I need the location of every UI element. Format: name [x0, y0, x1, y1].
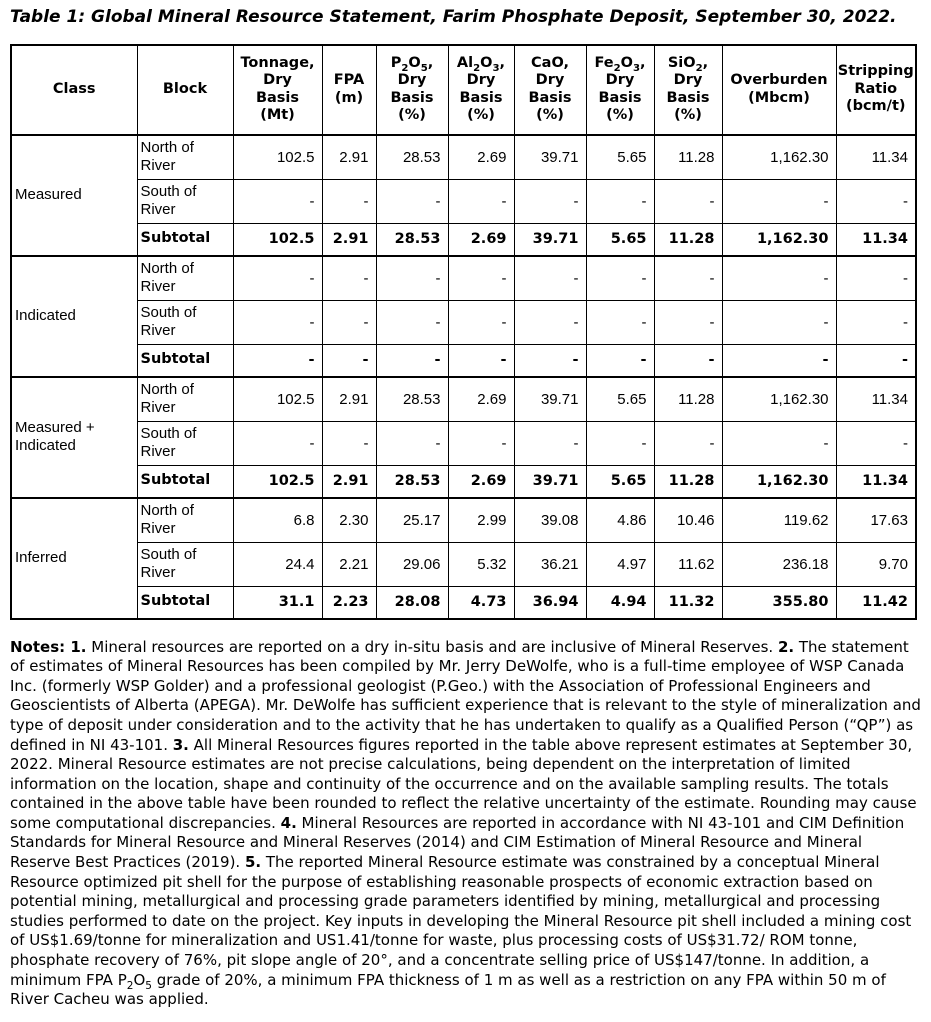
value-cell-overburden: 1,162.30: [722, 135, 836, 180]
value-cell-al2o3-dry-basis: -: [448, 256, 514, 301]
column-header-stripping-ratio: Stripping Ratio (bcm/t): [836, 45, 916, 135]
value-cell-stripping-ratio: -: [836, 300, 916, 344]
value-cell-cao-dry-basis: -: [514, 179, 586, 223]
value-cell-p2o5-dry-basis: 28.53: [376, 135, 448, 180]
subtotal-row: [11, 344, 916, 377]
value-cell-sio2-dry-basis: 11.28: [654, 135, 722, 180]
value-cell-p2o5-dry-basis: -: [376, 256, 448, 301]
block-cell: North of River: [137, 498, 233, 543]
value-cell-overburden: -: [722, 300, 836, 344]
value-cell-sio2-dry-basis: 11.28: [654, 377, 722, 422]
value-cell-al2o3-dry-basis: -: [448, 421, 514, 465]
value-cell-sio2-dry-basis: 11.28: [654, 465, 722, 498]
value-cell-overburden: 1,162.30: [722, 223, 836, 256]
value-cell-tonnage-dry-basis: 102.5: [233, 377, 322, 422]
value-cell-fe2o3-dry-basis: 5.65: [586, 377, 654, 422]
value-cell-fe2o3-dry-basis: -: [586, 344, 654, 377]
class-cell: Measured: [11, 135, 137, 256]
value-cell-fe2o3-dry-basis: 5.65: [586, 465, 654, 498]
value-cell-tonnage-dry-basis: 24.4: [233, 542, 322, 586]
value-cell-fpa-m: 2.91: [322, 377, 376, 422]
subtotal-row: [11, 465, 916, 498]
value-cell-al2o3-dry-basis: 2.69: [448, 223, 514, 256]
subtotal-label-cell: Subtotal: [137, 344, 233, 377]
value-cell-sio2-dry-basis: -: [654, 179, 722, 223]
value-cell-tonnage-dry-basis: -: [233, 300, 322, 344]
value-cell-cao-dry-basis: 39.71: [514, 223, 586, 256]
value-cell-fpa-m: -: [322, 344, 376, 377]
value-cell-cao-dry-basis: -: [514, 256, 586, 301]
value-cell-stripping-ratio: 11.42: [836, 586, 916, 619]
table-row: [11, 542, 916, 586]
value-cell-al2o3-dry-basis: 2.69: [448, 377, 514, 422]
value-cell-p2o5-dry-basis: -: [376, 179, 448, 223]
value-cell-stripping-ratio: -: [836, 179, 916, 223]
value-cell-cao-dry-basis: 36.21: [514, 542, 586, 586]
value-cell-p2o5-dry-basis: -: [376, 421, 448, 465]
value-cell-overburden: 355.80: [722, 586, 836, 619]
value-cell-sio2-dry-basis: 11.62: [654, 542, 722, 586]
value-cell-tonnage-dry-basis: 102.5: [233, 135, 322, 180]
value-cell-fpa-m: 2.30: [322, 498, 376, 543]
value-cell-sio2-dry-basis: 11.32: [654, 586, 722, 619]
value-cell-sio2-dry-basis: -: [654, 421, 722, 465]
value-cell-cao-dry-basis: 39.71: [514, 135, 586, 180]
table-row: [11, 300, 916, 344]
column-header-al2o3-dry-basis: $Al_2O_3$, Dry Basis (%): [448, 45, 514, 135]
value-cell-cao-dry-basis: 39.71: [514, 465, 586, 498]
value-cell-fe2o3-dry-basis: 5.65: [586, 223, 654, 256]
value-cell-cao-dry-basis: -: [514, 344, 586, 377]
value-cell-overburden: 236.18: [722, 542, 836, 586]
value-cell-fe2o3-dry-basis: 4.86: [586, 498, 654, 543]
value-cell-fpa-m: 2.91: [322, 223, 376, 256]
value-cell-cao-dry-basis: -: [514, 421, 586, 465]
column-header-class: Class: [11, 45, 137, 135]
value-cell-cao-dry-basis: -: [514, 300, 586, 344]
value-cell-p2o5-dry-basis: 29.06: [376, 542, 448, 586]
table-row: [11, 377, 916, 422]
subtotal-label-cell: Subtotal: [137, 586, 233, 619]
value-cell-stripping-ratio: 11.34: [836, 377, 916, 422]
subtotal-label-cell: Subtotal: [137, 465, 233, 498]
block-cell: North of River: [137, 135, 233, 180]
value-cell-overburden: -: [722, 256, 836, 301]
value-cell-sio2-dry-basis: -: [654, 300, 722, 344]
value-cell-fe2o3-dry-basis: -: [586, 256, 654, 301]
value-cell-al2o3-dry-basis: 2.69: [448, 465, 514, 498]
value-cell-fpa-m: 2.21: [322, 542, 376, 586]
block-cell: South of River: [137, 179, 233, 223]
value-cell-overburden: 1,162.30: [722, 377, 836, 422]
column-header-tonnage-dry-basis: Tonnage, Dry Basis (Mt): [233, 45, 322, 135]
value-cell-fpa-m: 2.23: [322, 586, 376, 619]
value-cell-tonnage-dry-basis: -: [233, 344, 322, 377]
value-cell-al2o3-dry-basis: -: [448, 300, 514, 344]
column-header-sio2-dry-basis: SiO$_2$, Dry Basis (%): [654, 45, 722, 135]
value-cell-al2o3-dry-basis: 4.73: [448, 586, 514, 619]
value-cell-overburden: -: [722, 179, 836, 223]
column-header-fe2o3-dry-basis: $Fe_2O_3$, Dry Basis (%): [586, 45, 654, 135]
notes-paragraph: Notes: 1. Mineral resources are reported on a dry in-situ basis and are inclusive of Mineral Reserves. 2. The statement of estimates of Mineral Resources has been compiled by Mr. Jerry DeWolfe, who is a full-time employee of WSP Canada Inc. (formerly WSP Golder) and a professional geologist (P.Geo.) with the Association of Professional Engineers and Geoscientists of Alberta (APEGA). Mr. DeWolfe has sufficient experience that is relevant to the style of mineralization and type of deposit under consideration and to the activity that he has undertaken to qualify as a Qualified Person (“QP”) as defined in NI 43-101. 3. All Mineral Resources figures reported in the table above represent estimates at September 30, 2022. Mineral Resource estimates are not precise calculations, being dependent on the interpretation of limited information on the location, shape and continuity of the occurrence and on the available sampling results. The totals contained in the above table have been rounded to reflect the relative uncertainty of the estimate. Rounding may cause some computational discrepancies. 4. Mineral Resources are reported in accordance with NI 43-101 and CIM Definition Standards for Mineral Resource and Mineral Reserves (2014) and CIM Estimation of Mineral Resource and Mineral Reserve Best Practices (2019). 5. The reported Mineral Resource estimate was constrained by a conceptual Mineral Resource optimized pit shell for the purpose of establishing reasonable prospects of economic extraction based on potential mining, metallurgical and processing grade parameters identified by mining, metallurgical and processing studies performed to date on the project. Key inputs in developing the Mineral Resource pit shell included a mining cost of US$1.69/tonne for mineralization and US1.41/tonne for waste, plus processing costs of US$31.72/ ROM tonne, phosphate recovery of 76%, pit slope angle of 20°, and a concentrate selling price of US$147/tonne. In addition, a minimum FPA $P_2O_5$ grade of 20%, a minimum FPA thickness of 1 m as well as a restriction on any FPA within 50 m of River Cacheu was applied.: [10, 637, 921, 1009]
value-cell-sio2-dry-basis: 10.46: [654, 498, 722, 543]
value-cell-stripping-ratio: 9.70: [836, 542, 916, 586]
value-cell-tonnage-dry-basis: -: [233, 179, 322, 223]
header-row: [11, 45, 916, 135]
value-cell-overburden: -: [722, 421, 836, 465]
value-cell-stripping-ratio: 17.63: [836, 498, 916, 543]
block-cell: North of River: [137, 377, 233, 422]
document-page: [0, 8, 931, 1010]
block-cell: North of River: [137, 256, 233, 301]
value-cell-tonnage-dry-basis: -: [233, 256, 322, 301]
column-header-p2o5-dry-basis: $P_2O_5$, Dry Basis (%): [376, 45, 448, 135]
value-cell-overburden: -: [722, 344, 836, 377]
value-cell-al2o3-dry-basis: 5.32: [448, 542, 514, 586]
value-cell-fe2o3-dry-basis: -: [586, 179, 654, 223]
value-cell-fe2o3-dry-basis: 4.94: [586, 586, 654, 619]
block-cell: South of River: [137, 542, 233, 586]
class-cell: Measured + Indicated: [11, 377, 137, 498]
value-cell-fpa-m: -: [322, 256, 376, 301]
table-row: [11, 498, 916, 543]
subtotal-row: [11, 223, 916, 256]
value-cell-p2o5-dry-basis: -: [376, 300, 448, 344]
value-cell-p2o5-dry-basis: 28.08: [376, 586, 448, 619]
value-cell-fe2o3-dry-basis: 5.65: [586, 135, 654, 180]
value-cell-tonnage-dry-basis: 31.1: [233, 586, 322, 619]
table-header: [11, 45, 916, 135]
value-cell-cao-dry-basis: 39.08: [514, 498, 586, 543]
value-cell-fpa-m: 2.91: [322, 135, 376, 180]
value-cell-fpa-m: -: [322, 179, 376, 223]
value-cell-al2o3-dry-basis: 2.69: [448, 135, 514, 180]
block-cell: South of River: [137, 300, 233, 344]
subtotal-row: [11, 586, 916, 619]
table-body: [11, 135, 916, 619]
value-cell-tonnage-dry-basis: 102.5: [233, 223, 322, 256]
value-cell-stripping-ratio: 11.34: [836, 135, 916, 180]
column-header-fpa-m: FPA (m): [322, 45, 376, 135]
value-cell-cao-dry-basis: 39.71: [514, 377, 586, 422]
value-cell-stripping-ratio: -: [836, 256, 916, 301]
block-cell: South of River: [137, 421, 233, 465]
class-cell: Indicated: [11, 256, 137, 377]
value-cell-fpa-m: -: [322, 421, 376, 465]
table-caption: Table 1: Global Mineral Resource Statement, Farim Phosphate Deposit, September 30, 2022.: [10, 7, 897, 27]
value-cell-fe2o3-dry-basis: -: [586, 421, 654, 465]
value-cell-p2o5-dry-basis: 28.53: [376, 465, 448, 498]
table-row: [11, 179, 916, 223]
column-header-block: Block: [137, 45, 233, 135]
value-cell-p2o5-dry-basis: 25.17: [376, 498, 448, 543]
value-cell-stripping-ratio: 11.34: [836, 223, 916, 256]
value-cell-tonnage-dry-basis: -: [233, 421, 322, 465]
subtotal-label-cell: Subtotal: [137, 223, 233, 256]
value-cell-stripping-ratio: 11.34: [836, 465, 916, 498]
value-cell-p2o5-dry-basis: 28.53: [376, 377, 448, 422]
value-cell-overburden: 1,162.30: [722, 465, 836, 498]
class-cell: Inferred: [11, 498, 137, 619]
value-cell-al2o3-dry-basis: -: [448, 179, 514, 223]
table-row: [11, 421, 916, 465]
value-cell-p2o5-dry-basis: -: [376, 344, 448, 377]
value-cell-fe2o3-dry-basis: -: [586, 300, 654, 344]
value-cell-sio2-dry-basis: -: [654, 256, 722, 301]
value-cell-sio2-dry-basis: -: [654, 344, 722, 377]
value-cell-cao-dry-basis: 36.94: [514, 586, 586, 619]
column-header-overburden: Overburden (Mbcm): [722, 45, 836, 135]
value-cell-stripping-ratio: -: [836, 344, 916, 377]
value-cell-al2o3-dry-basis: 2.99: [448, 498, 514, 543]
mineral-resource-table: [10, 44, 917, 620]
value-cell-fpa-m: -: [322, 300, 376, 344]
value-cell-tonnage-dry-basis: 6.8: [233, 498, 322, 543]
column-header-cao-dry-basis: CaO, Dry Basis (%): [514, 45, 586, 135]
value-cell-sio2-dry-basis: 11.28: [654, 223, 722, 256]
value-cell-tonnage-dry-basis: 102.5: [233, 465, 322, 498]
value-cell-stripping-ratio: -: [836, 421, 916, 465]
table-row: [11, 135, 916, 180]
table-row: [11, 256, 916, 301]
value-cell-fe2o3-dry-basis: 4.97: [586, 542, 654, 586]
value-cell-fpa-m: 2.91: [322, 465, 376, 498]
value-cell-al2o3-dry-basis: -: [448, 344, 514, 377]
value-cell-overburden: 119.62: [722, 498, 836, 543]
value-cell-p2o5-dry-basis: 28.53: [376, 223, 448, 256]
